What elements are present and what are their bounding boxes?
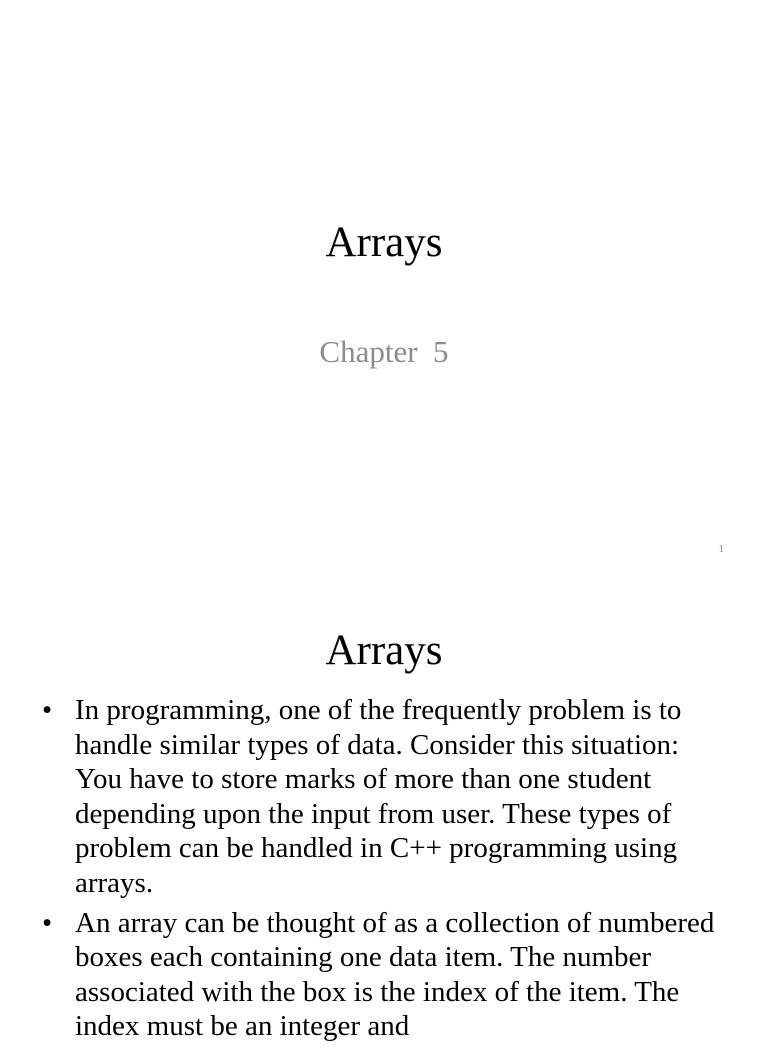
slide-subtitle: Chapter 5 [319,334,449,369]
bullet-icon: • [42,906,53,939]
slide-title: Arrays [325,627,443,674]
content-slide [0,576,768,1043]
slide-number: 1 [718,543,724,555]
bullet-text: In programming, one of the frequently problem is to handle similar types of data. Consider this situation: You have to store marks of more than one student depending upon the input from user. These types of problem can be handled in C++ programming using arrays. [75,694,682,899]
bullet-icon: • [42,694,53,726]
bullet-item [40,906,730,1044]
bullet-list [40,693,730,1049]
bullet-text: An array can be thought of as a collection of numbered boxes each containing one data item. The number associated with the box is the index of the item. The index must be an integer and [75,906,715,1043]
bullet-item [40,693,730,901]
slide-title: Arrays [325,219,443,266]
